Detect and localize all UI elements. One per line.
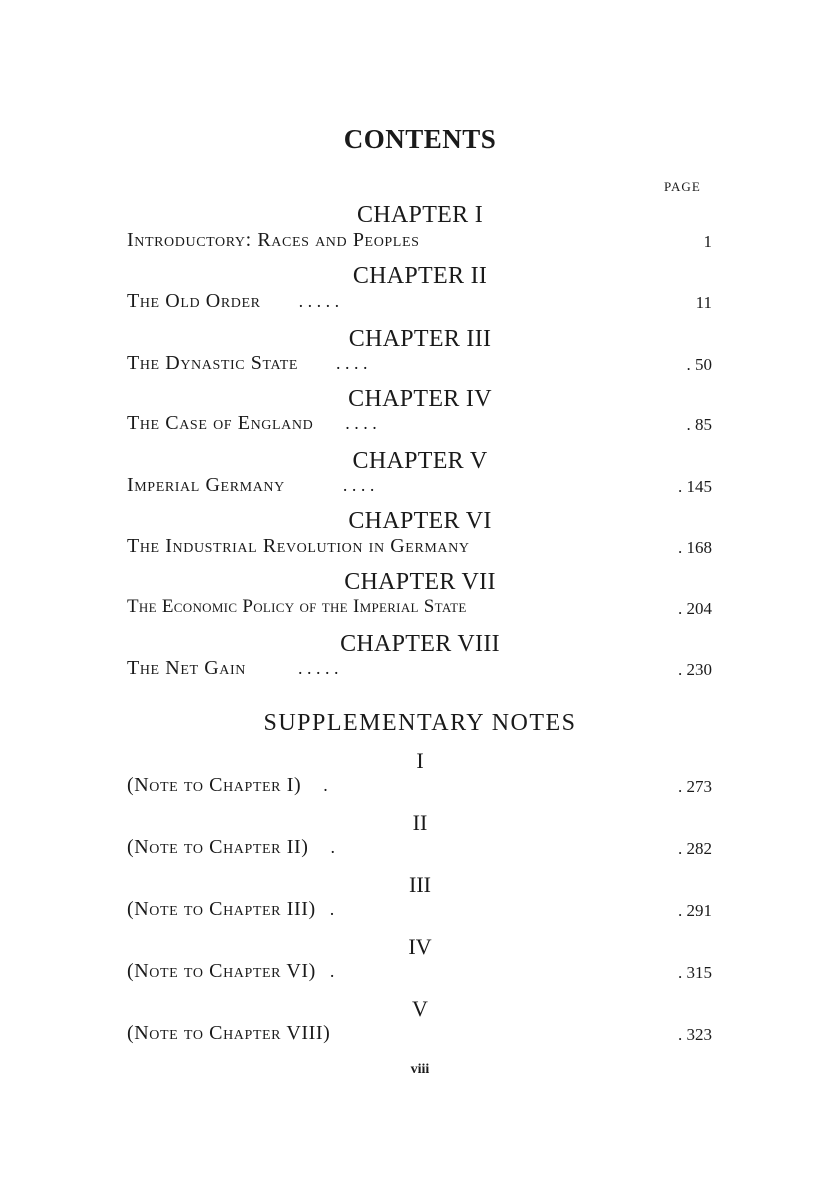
note-numeral: IV <box>408 934 432 959</box>
chapter-heading: CHAPTER IV <box>348 386 492 412</box>
page-number: . 145 <box>678 477 712 496</box>
chapter-heading: CHAPTER II <box>352 263 488 289</box>
page-title: CONTENTS <box>343 124 497 154</box>
page-number: . 204 <box>678 599 712 618</box>
supplementary-notes-heading: SUPPLEMENTARY NOTES <box>263 710 577 736</box>
leader-dots: . . . . <box>345 413 377 433</box>
leader-dots: . . . . <box>342 475 375 495</box>
leader-dots: . <box>323 775 328 795</box>
page-number: . 291 <box>678 901 712 920</box>
page-number: . 315 <box>678 963 712 982</box>
chapter-heading: CHAPTER V <box>352 448 488 474</box>
page-number: . 282 <box>678 839 712 858</box>
note-title: (Note to Chapter VI) . <box>127 960 335 982</box>
page-number: . 273 <box>678 777 712 796</box>
note-title: (Note to Chapter III) . <box>127 898 335 920</box>
note-title: (Note to Chapter I) . <box>127 774 328 796</box>
page-number: . 230 <box>678 660 712 679</box>
note-numeral: II <box>412 810 428 835</box>
note-numeral: III <box>409 872 431 897</box>
chapter-title: The Industrial Revolution in Germany <box>127 535 470 557</box>
page-number: . 50 <box>686 355 712 374</box>
note-title: (Note to Chapter VIII) <box>127 1022 331 1044</box>
leader-dots: . . . . . <box>297 658 339 678</box>
chapter-heading: CHAPTER VII <box>344 569 496 595</box>
note-title: (Note to Chapter II) . <box>127 836 335 858</box>
page-column-heading: PAGE <box>664 179 701 194</box>
leader-dots: . <box>330 837 335 857</box>
folio-page-number: viii <box>410 1062 430 1077</box>
leader-dots: . . . . <box>336 353 368 373</box>
page-number: 1 <box>703 232 712 251</box>
chapter-heading: CHAPTER III <box>348 326 492 352</box>
chapter-title: The Old Order . . . . . <box>127 290 340 312</box>
chapter-title: The Case of England . . . . <box>127 412 377 434</box>
chapter-title: The Net Gain . . . . . <box>127 657 339 679</box>
chapter-title: The Dynastic State . . . . <box>127 352 368 374</box>
chapter-title: Introductory: Races and Peoples <box>127 229 420 251</box>
chapter-title: The Economic Policy of the Imperial State <box>127 596 467 617</box>
page-number: . 85 <box>686 415 712 434</box>
page-number: 11 <box>695 293 712 312</box>
leader-dots: . <box>329 899 335 919</box>
leader-dots: . <box>329 961 335 981</box>
chapter-heading: CHAPTER VIII <box>340 631 500 657</box>
chapter-heading: CHAPTER VI <box>348 508 492 534</box>
chapter-heading: CHAPTER I <box>356 202 484 228</box>
page-number: . 323 <box>678 1025 712 1044</box>
note-numeral: V <box>412 996 428 1021</box>
page-number: . 168 <box>678 538 712 557</box>
chapter-title: Imperial Germany . . . . <box>127 474 375 496</box>
leader-dots: . . . . . <box>298 291 340 311</box>
note-numeral: I <box>416 748 424 773</box>
